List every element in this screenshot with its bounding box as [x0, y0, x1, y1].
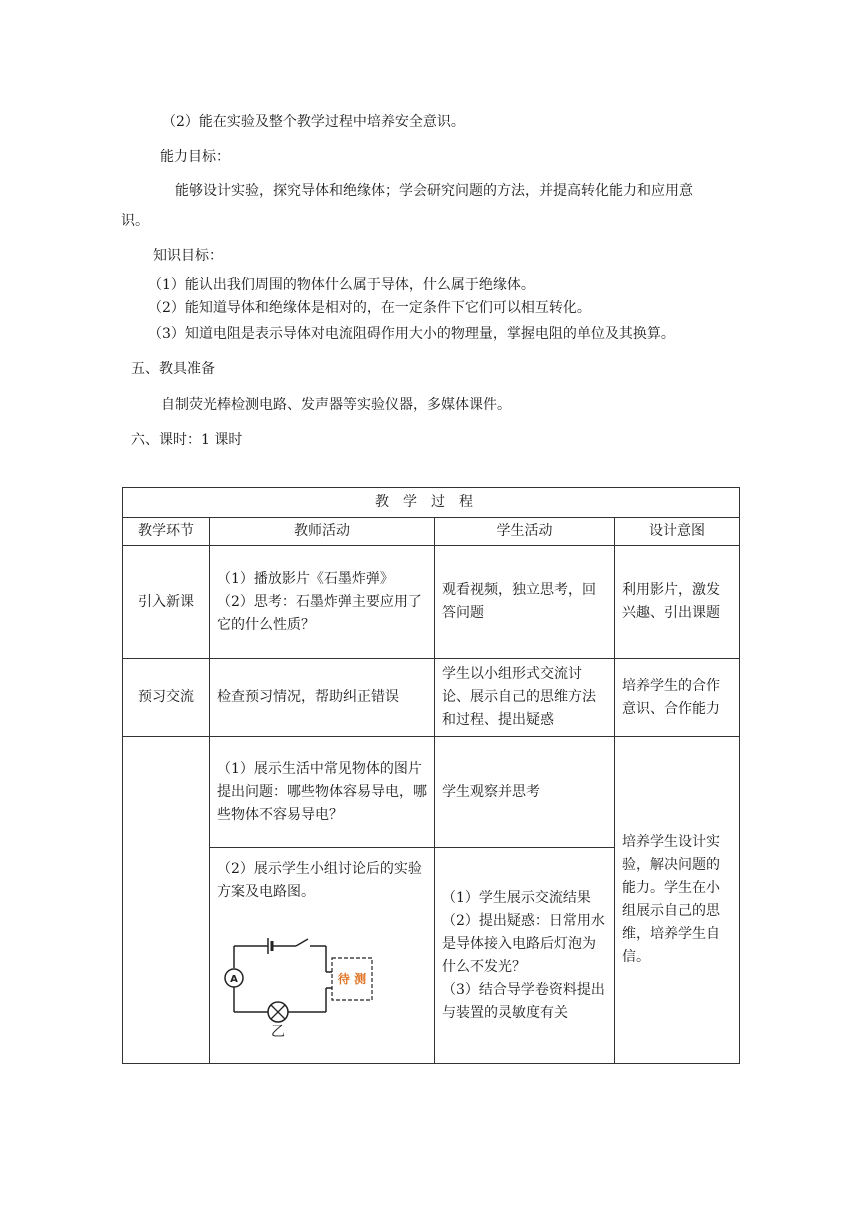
student-activity-preview: 学生以小组形式交流讨论、展示自己的思维方法和过程、提出疑惑: [435, 659, 615, 737]
circuit-caption: 乙: [271, 1024, 285, 1038]
circuit-diagram: [216, 928, 386, 1038]
ammeter-label: A: [230, 974, 238, 985]
knowledge-heading: 知识目标：: [153, 248, 223, 264]
section5-heading: 五、教具准备: [131, 361, 215, 377]
teacher-explore-1a: （1）展示生活中常见物体的图片: [217, 760, 422, 777]
table-row-preview: [123, 659, 740, 737]
header-student: 学生活动: [435, 518, 615, 546]
teacher-explore-2: （2）展示学生小组讨论后的实验方案及电路图。: [217, 861, 422, 900]
ability-text-line-1: 能够设计实验，探究导体和绝缘体；学会研究问题的方法，并提高转化能力和应用意: [175, 183, 693, 199]
intent-explore: 培养学生设计实验，解决问题的能力。学生在小组展示自己的思维，培养学生自信。: [615, 737, 740, 1064]
header-teacher: 教师活动: [210, 518, 435, 546]
table-header-row: [123, 518, 740, 546]
stage-preview: 预习交流: [123, 659, 210, 737]
ability-heading: 能力目标：: [160, 149, 230, 165]
teaching-process-table: [122, 487, 740, 1064]
student-explore-2a: （1）学生展示交流结果: [442, 889, 591, 906]
objective-line-2: （2）能在实验及整个教学过程中培养安全意识。: [162, 114, 465, 130]
knowledge-item-1: （1）能认出我们周围的物体什么属于导体，什么属于绝缘体。: [148, 277, 535, 293]
header-stage: 教学环节: [123, 518, 210, 546]
student-explore-2b: （2）提出疑惑：日常用水是导体接入电路后灯泡为什么不发光？: [442, 912, 605, 975]
intent-intro: 利用影片，激发兴趣、引出课题: [615, 546, 740, 659]
student-activity-explore-2: [435, 848, 615, 1064]
teacher-activity-explore-1: [210, 737, 435, 848]
intent-preview: 培养学生的合作意识、合作能力: [615, 659, 740, 737]
section6-heading: 六、课时：1 课时: [131, 432, 243, 448]
table-row-intro: [123, 546, 740, 659]
teacher-explore-1b: 提出问题：哪些物体容易导电，哪些物体不容易导电？: [217, 783, 427, 823]
header-intent: 设计意图: [615, 518, 740, 546]
ability-text-line-2: 识。: [121, 213, 149, 229]
student-activity-intro: 观看视频，独立思考，回答问题: [435, 546, 615, 659]
knowledge-item-2: （2）能知道导体和绝缘体是相对的，在一定条件下它们可以相互转化。: [148, 300, 591, 316]
stage-intro: 引入新课: [123, 546, 210, 659]
section5-text: 自制荧光棒检测电路、发声器等实验仪器，多媒体课件。: [161, 397, 511, 413]
teacher-activity-preview: 检查预习情况，帮助纠正错误: [210, 659, 435, 737]
teacher-intro-2: （2）思考：石墨炸弹主要应用了它的什么性质？: [217, 593, 422, 633]
student-explore-2c: （3）结合导学卷资料提出与装置的灵敏度有关: [442, 981, 605, 1021]
table-row-explore-1: [123, 737, 740, 848]
knowledge-item-3: （3）知道电阻是表示导体对电流阻碍作用大小的物理量，掌握电阻的单位及其换算。: [148, 326, 675, 342]
teacher-intro-1: （1）播放影片《石墨炸弹》: [217, 570, 394, 587]
test-box-label: 待 测: [337, 972, 367, 986]
table-title: 教学过程: [123, 488, 740, 518]
teacher-activity-explore-2: [210, 848, 435, 1064]
student-activity-explore-1: 学生观察并思考: [435, 737, 615, 848]
teacher-activity-intro: [210, 546, 435, 659]
switch-blade: [296, 939, 308, 946]
stage-explore: [123, 737, 210, 1064]
